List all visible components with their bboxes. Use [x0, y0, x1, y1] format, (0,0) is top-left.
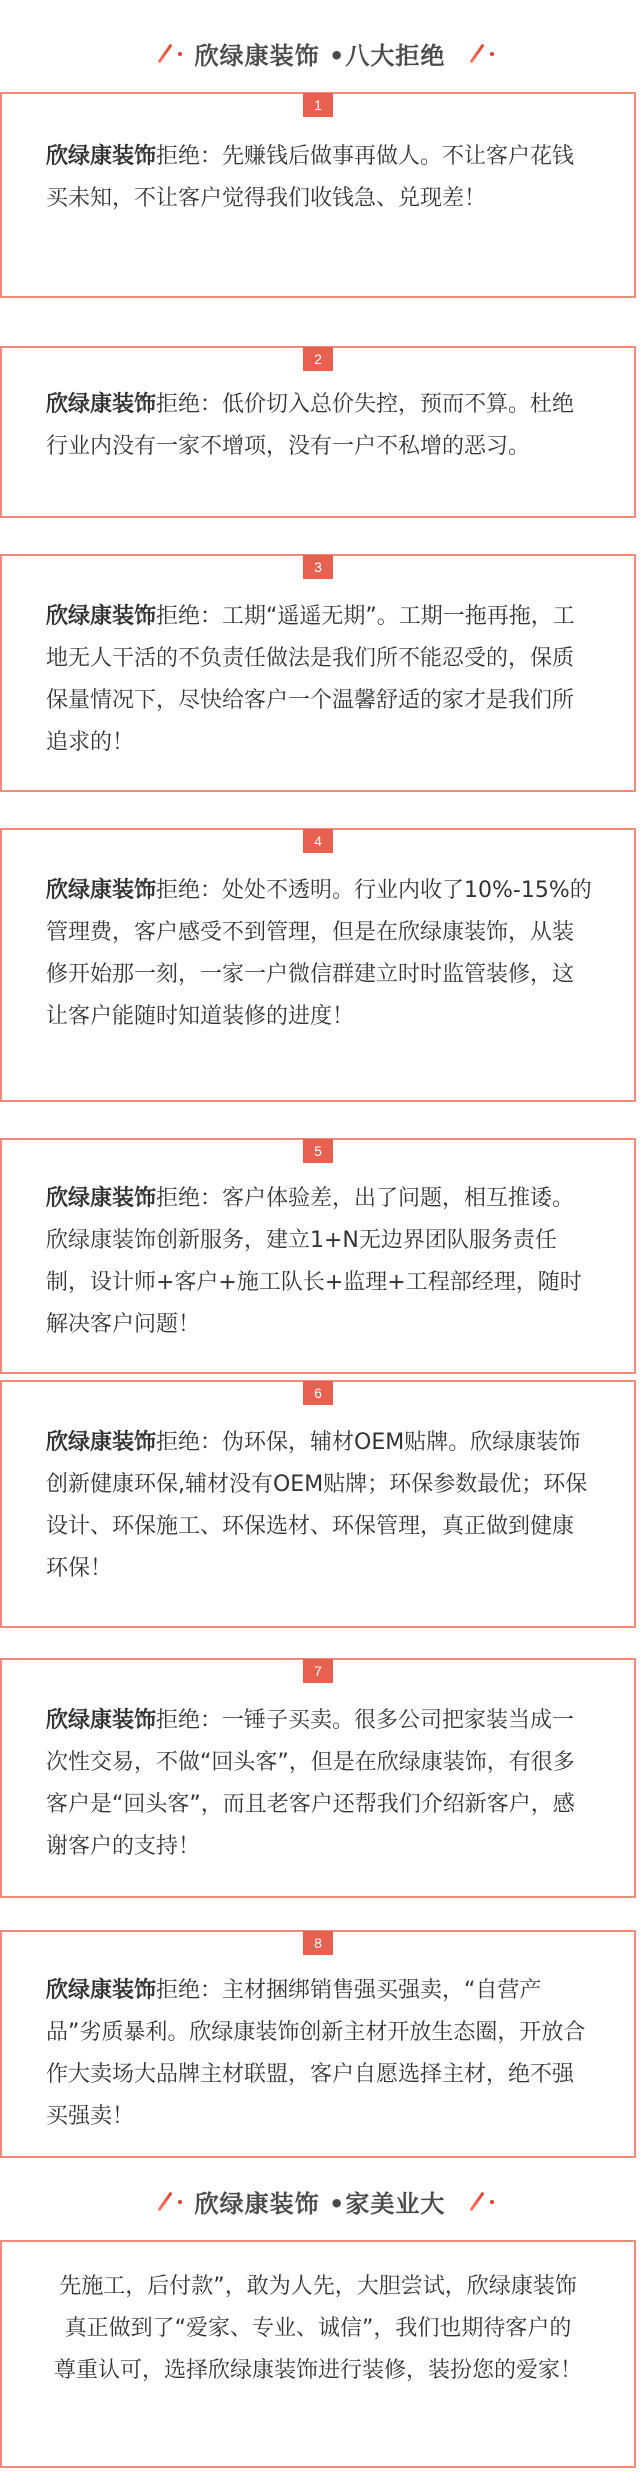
card-body: 拒绝：一锤子买卖。很多公司把家装当成一次性交易，不做“回头客”，但是在欣绿康装饰，有很多客户是“回头客”，而且老客户还帮我们介绍新客户，感谢客户的支持！: [46, 1708, 575, 1859]
refusal-card-8: [0, 1930, 636, 2158]
card-number-badge: 6: [303, 1381, 333, 1405]
refusal-card-3: [0, 554, 636, 792]
refusal-card-4: [0, 828, 636, 1102]
brand-name: 欣绿康装饰: [46, 1186, 157, 1211]
refusal-card-6: [0, 1380, 636, 1628]
card-number-badge: 2: [303, 347, 333, 371]
card-number-badge: 1: [303, 93, 333, 117]
decorative-dot-icon: [490, 2200, 494, 2204]
card-number-badge: 4: [303, 829, 333, 853]
decorative-dot-icon: [178, 2200, 182, 2204]
card-body: 拒绝：先赚钱后做事再做人。不让客户花钱买未知，不让客户觉得我们收钱急、兑现差！: [46, 144, 575, 211]
card-text: [46, 136, 594, 220]
card-body: 先施工，后付款”，敢为人先，大胆尝试，欣绿康装饰真正做到了“爱家、专业、诚信”，我们也期待客户的尊重认可，选择欣绿康装饰进行装修，装扮您的爱家！: [54, 2274, 583, 2383]
section-title-text: 欣绿康装饰 •家美业大: [194, 2190, 446, 2218]
card-body: 拒绝：工期“遥遥无期”。工期一拖再拖，工地无人干活的不负责任做法是我们所不能忍受的，保质保量情况下，尽快给客户一个温馨舒适的家才是我们所追求的！: [46, 604, 575, 755]
decorative-stroke-icon: [158, 2192, 173, 2212]
section-title-text: 欣绿康装饰 •八大拒绝: [194, 42, 446, 70]
brand-name: 欣绿康装饰: [46, 1978, 157, 2003]
section-title-home-business: [0, 2184, 640, 2219]
refusal-card-2: [0, 346, 636, 518]
card-text: [54, 2266, 582, 2392]
decorative-stroke-icon: [469, 2192, 484, 2212]
card-body: 拒绝：低价切入总价失控，预而不算。杜绝行业内没有一家不增项，没有一户不私增的恶习。: [46, 392, 575, 459]
card-text: [46, 1178, 594, 1346]
brand-name: 欣绿康装饰: [46, 144, 157, 169]
card-text: [46, 384, 594, 468]
card-body: 拒绝：主材捆绑销售强买强卖，“自营产品”劣质暴利。欣绿康装饰创新主材开放生态圈，开放合作大卖场大品牌主材联盟，客户自愿选择主材，绝不强买强卖！: [46, 1978, 586, 2129]
home-business-card: [0, 2240, 636, 2468]
card-text: [46, 596, 594, 764]
card-text: [46, 870, 594, 1038]
card-number-badge: 5: [303, 1139, 333, 1163]
decorative-dot-icon: [490, 52, 494, 56]
brand-name: 欣绿康装饰: [46, 1430, 157, 1455]
card-number-badge: 3: [303, 555, 333, 579]
refusal-card-7: [0, 1658, 636, 1898]
card-body: 拒绝：客户体验差，出了问题，相互推诿。欣绿康装饰创新服务，建立1+N无边界团队服务责任制，设计师+客户+施工队长+监理+工程部经理，随时解决客户问题！: [46, 1186, 582, 1337]
card-number-badge: 7: [303, 1659, 333, 1683]
brand-name: 欣绿康装饰: [46, 604, 157, 629]
card-text: [46, 1700, 594, 1868]
refusal-card-1: [0, 92, 636, 298]
refusal-card-5: [0, 1138, 636, 1374]
card-body: 拒绝：处处不透明。行业内收了10%-15%的管理费，客户感受不到管理，但是在欣绿康装饰，从装修开始那一刻，一家一户微信群建立时时监管装修，这让客户能随时知道装修的进度！: [46, 878, 592, 1029]
decorative-stroke-icon: [469, 44, 484, 64]
brand-name: 欣绿康装饰: [46, 392, 157, 417]
decorative-stroke-icon: [158, 44, 173, 64]
card-text: [46, 1422, 594, 1590]
card-body: 拒绝：伪环保，辅材OEM贴牌。欣绿康装饰创新健康环保,辅材没有OEM贴牌；环保参数最优；环保设计、环保施工、环保选材、环保管理，真正做到健康环保！: [46, 1430, 588, 1581]
card-number-badge: 8: [303, 1931, 333, 1955]
brand-name: 欣绿康装饰: [46, 1708, 157, 1733]
section-title-eight-refusals: [0, 36, 640, 71]
decorative-dot-icon: [178, 52, 182, 56]
card-text: [46, 1970, 594, 2138]
brand-name: 欣绿康装饰: [46, 878, 157, 903]
